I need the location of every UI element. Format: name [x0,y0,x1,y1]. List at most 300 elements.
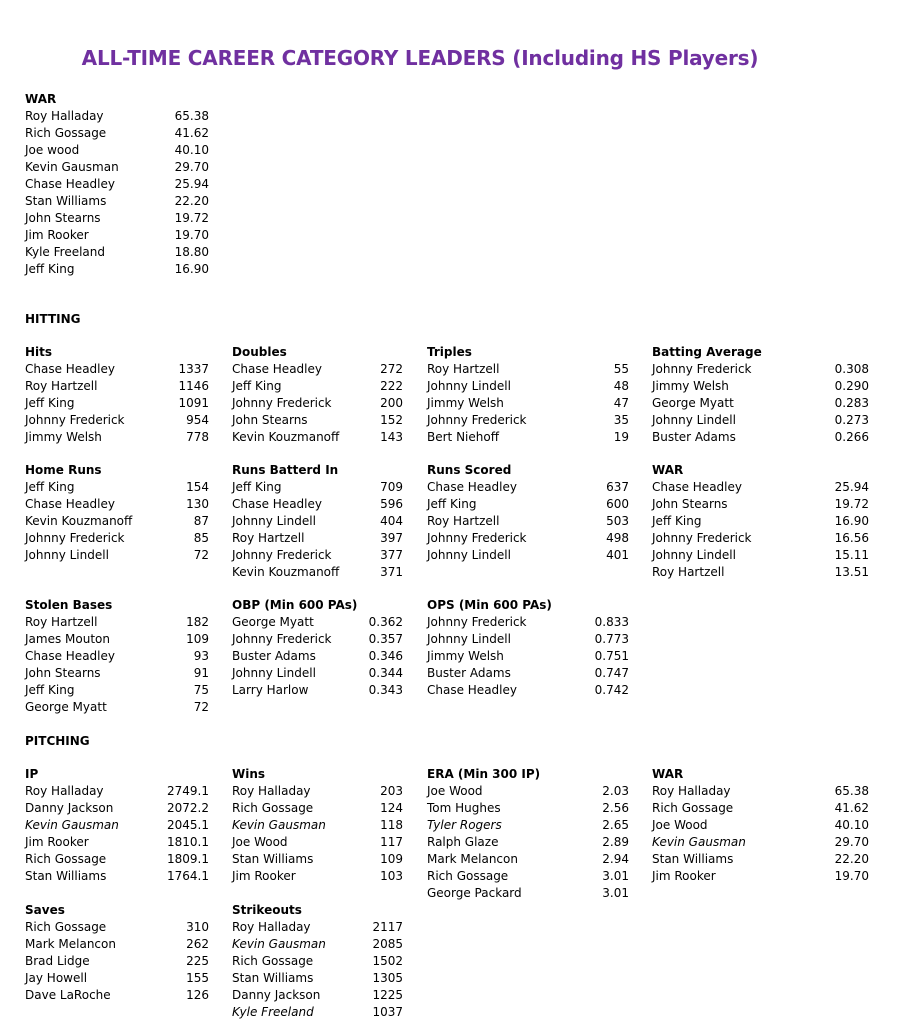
leader-row [652,361,869,378]
stat-value: 155 [186,971,209,985]
leader-row [427,631,629,648]
leader-row [232,970,403,987]
strikeouts-block [232,902,403,1021]
page-title: ALL-TIME CAREER CATEGORY LEADERS (Including HS Players) [81,46,759,70]
batting-average-block [652,344,869,446]
stat-value: 154 [186,480,209,494]
player-name: George Packard [427,886,522,900]
player-name: Kevin Gausman [232,818,326,832]
leader-row [427,496,629,513]
stat-value: 13.51 [834,565,869,579]
stat-value: 3.01 [602,886,629,900]
leader-row [232,479,403,496]
category-heading: Doubles [232,345,287,359]
player-name: Johnny Lindell [652,413,736,427]
stat-value: 1146 [178,379,209,393]
player-name: Jimmy Welsh [427,396,504,410]
player-name: Jim Rooker [652,869,716,883]
stat-value: 22.20 [174,194,209,208]
player-name: Chase Headley [427,683,517,697]
stat-value: 19.72 [174,211,209,225]
stat-value: 310 [186,920,209,934]
player-name: Roy Halladay [25,109,104,123]
category-heading: Home Runs [25,463,102,477]
leader-row [232,953,403,970]
stat-value: 143 [380,430,403,444]
stat-value: 0.266 [834,430,869,444]
leader-row [427,665,629,682]
leader-row [652,547,869,564]
leader-row [232,783,403,800]
stat-value: 1502 [372,954,403,968]
category-heading: OBP (Min 600 PAs) [232,598,358,612]
player-name: Rich Gossage [232,801,314,815]
stat-value: 16.56 [834,531,869,545]
war-hitting-block [652,462,869,581]
player-name: Johnny Frederick [25,531,125,545]
stat-value: 2.65 [602,818,629,832]
player-name: Stan Williams [25,194,107,208]
stat-value: 93 [193,649,209,663]
player-name: Mark Melancon [25,937,116,951]
stat-value: 1037 [372,1005,403,1019]
leader-row [25,936,209,953]
player-name: James Mouton [25,632,110,646]
leader-row [25,970,209,987]
leader-row [427,412,629,429]
stat-value: 29.70 [834,835,869,849]
ip-block [25,766,209,885]
runs-scored-block [427,462,629,564]
leader-row [652,513,869,530]
player-name: Stan Williams [25,869,107,883]
leader-row [232,429,403,446]
leader-row [652,395,869,412]
player-name: Chase Headley [25,362,115,376]
category-heading: Strikeouts [232,903,302,917]
stat-value: 117 [380,835,403,849]
leader-row [427,800,629,817]
player-name: Kyle Freeland [25,245,106,259]
stat-value: 72 [193,700,209,714]
leader-row [427,682,629,699]
player-name: Johnny Frederick [25,413,125,427]
player-name: Chase Headley [25,649,115,663]
player-name: Tyler Rogers [427,818,502,832]
stolen-bases-block [25,597,209,716]
leader-row [25,953,209,970]
category-heading: IP [25,767,39,781]
player-name: George Myatt [25,700,107,714]
leader-row [25,987,209,1004]
player-name: Johnny Lindell [427,548,511,562]
stat-value: 0.343 [368,683,403,697]
war-pitching-block [652,766,869,885]
stat-value: 29.70 [174,160,209,174]
stat-value: 25.94 [834,480,869,494]
leader-row [427,648,629,665]
leader-row [652,868,869,885]
player-name: Chase Headley [25,177,115,191]
player-name: Kevin Gausman [652,835,746,849]
stat-value: 0.357 [368,632,403,646]
leader-row [652,783,869,800]
leader-row [232,412,403,429]
player-name: Jim Rooker [232,869,296,883]
category-heading: Triples [427,345,472,359]
rbi-block [232,462,403,581]
stat-value: 109 [380,852,403,866]
player-name: Chase Headley [652,480,742,494]
player-name: Joe Wood [232,835,288,849]
leader-row [25,682,209,699]
leader-row [232,564,403,581]
leader-row [25,479,209,496]
stat-value: 0.308 [834,362,869,376]
stat-value: 47 [613,396,629,410]
player-name: Johnny Frederick [232,632,332,646]
stat-value: 503 [606,514,629,528]
stat-value: 404 [380,514,403,528]
stat-value: 1225 [372,988,403,1002]
stat-value: 2.94 [602,852,629,866]
stat-value: 596 [380,497,403,511]
leader-row [652,800,869,817]
stat-value: 371 [380,565,403,579]
player-name: Johnny Frederick [427,413,527,427]
leader-row [25,108,209,125]
leader-row [25,244,209,261]
category-heading: Saves [25,903,65,917]
player-name: Jeff King [25,683,75,697]
leader-row [232,800,403,817]
player-name: Mark Melancon [427,852,518,866]
leader-row [427,868,629,885]
stat-value: 72 [193,548,209,562]
leader-row [232,682,403,699]
pitching-section-label: PITCHING [25,734,90,748]
leader-row [25,378,209,395]
player-name: Rich Gossage [25,920,107,934]
leader-row [427,378,629,395]
player-name: Johnny Frederick [232,396,332,410]
stat-value: 0.833 [594,615,629,629]
hitting-section-label: HITTING [25,312,81,326]
stat-value: 637 [606,480,629,494]
stat-value: 0.283 [834,396,869,410]
leader-row [25,547,209,564]
stat-value: 0.344 [368,666,403,680]
leader-row [427,614,629,631]
stat-value: 1305 [372,971,403,985]
leader-row [427,429,629,446]
player-name: Jimmy Welsh [427,649,504,663]
stat-value: 124 [380,801,403,815]
leader-row [427,817,629,834]
player-name: Johnny Frederick [652,531,752,545]
leader-row [427,479,629,496]
category-heading: Runs Batterd In [232,463,339,477]
stat-value: 35 [613,413,629,427]
player-name: Brad Lidge [25,954,90,968]
player-name: Johnny Lindell [427,632,511,646]
stat-value: 225 [186,954,209,968]
leader-row [427,783,629,800]
category-heading: ERA (Min 300 IP) [427,767,541,781]
player-name: Rich Gossage [25,852,107,866]
saves-block [25,902,209,1004]
obp-block [232,597,403,699]
player-name: Johnny Frederick [232,548,332,562]
stat-value: 40.10 [174,143,209,157]
player-name: George Myatt [232,615,314,629]
player-name: Kevin Gausman [232,937,326,951]
leader-row [232,665,403,682]
leader-row [25,261,209,278]
leader-row [232,936,403,953]
player-name: John Stearns [25,211,101,225]
leader-row [652,564,869,581]
leader-row [232,919,403,936]
player-name: Tom Hughes [427,801,501,815]
stat-value: 41.62 [174,126,209,140]
player-name: Jeff King [232,379,282,393]
player-name: Jeff King [25,396,75,410]
stat-value: 19.70 [834,869,869,883]
player-name: Jeff King [232,480,282,494]
leader-row [427,395,629,412]
player-name: Roy Halladay [652,784,731,798]
stat-value: 85 [193,531,209,545]
stat-value: 75 [193,683,209,697]
category-heading: WAR [25,92,57,106]
stat-value: 16.90 [834,514,869,528]
category-heading: Hits [25,345,53,359]
player-name: Jeff King [25,262,75,276]
era-block [427,766,629,902]
stat-value: 2045.1 [167,818,209,832]
player-name: Larry Harlow [232,683,309,697]
player-name: Kevin Kouzmanoff [232,430,340,444]
stat-value: 272 [380,362,403,376]
stat-value: 778 [186,430,209,444]
player-name: Joe wood [25,143,80,157]
leader-row [25,176,209,193]
doubles-block [232,344,403,446]
player-name: Jeff King [652,514,702,528]
leader-row [652,817,869,834]
player-name: Johnny Frederick [652,362,752,376]
leader-row [25,395,209,412]
leader-row [25,783,209,800]
player-name: Danny Jackson [232,988,321,1002]
player-name: Roy Hartzell [427,514,500,528]
category-heading: Stolen Bases [25,598,113,612]
leader-row [232,614,403,631]
leader-row [232,547,403,564]
stat-value: 65.38 [834,784,869,798]
leader-row [652,479,869,496]
stat-value: 130 [186,497,209,511]
stat-value: 91 [193,666,209,680]
leader-row [232,361,403,378]
leader-row [25,412,209,429]
leader-row [652,429,869,446]
stat-value: 25.94 [174,177,209,191]
player-name: Joe Wood [427,784,483,798]
player-name: Chase Headley [427,480,517,494]
player-name: Johnny Lindell [427,379,511,393]
stat-value: 0.773 [594,632,629,646]
stat-value: 401 [606,548,629,562]
leader-row [25,919,209,936]
stat-value: 954 [186,413,209,427]
stat-value: 0.362 [368,615,403,629]
player-name: Roy Hartzell [652,565,725,579]
stat-value: 2.56 [602,801,629,815]
player-name: Johnny Lindell [232,666,316,680]
stat-value: 0.273 [834,413,869,427]
player-name: John Stearns [25,666,101,680]
war-overall-block [25,91,209,278]
leader-row [25,530,209,547]
leader-row [25,817,209,834]
stat-value: 109 [186,632,209,646]
player-name: Stan Williams [652,852,734,866]
leader-row [232,513,403,530]
player-name: Jay Howell [25,971,88,985]
player-name: Dave LaRoche [25,988,111,1002]
stat-value: 0.751 [594,649,629,663]
leader-row [427,361,629,378]
wins-block [232,766,403,885]
leader-row [652,834,869,851]
leader-row [652,496,869,513]
leader-row [25,227,209,244]
leader-row [25,496,209,513]
leader-row [232,834,403,851]
player-name: Jim Rooker [25,835,89,849]
leader-row [25,142,209,159]
category-heading: Batting Average [652,345,762,359]
leader-row [25,193,209,210]
stat-value: 2072.2 [167,801,209,815]
stat-value: 65.38 [174,109,209,123]
category-heading: WAR [652,463,684,477]
hits-block [25,344,209,446]
player-name: Buster Adams [427,666,511,680]
leader-row [232,530,403,547]
leader-row [25,159,209,176]
leader-row [427,851,629,868]
stat-value: 1810.1 [167,835,209,849]
ops-block [427,597,629,699]
leader-row [427,885,629,902]
player-name: Joe Wood [652,818,708,832]
stat-value: 1809.1 [167,852,209,866]
stat-value: 118 [380,818,403,832]
leader-row [25,800,209,817]
player-name: Chase Headley [25,497,115,511]
leader-row [25,648,209,665]
player-name: Chase Headley [232,362,322,376]
stat-value: 0.742 [594,683,629,697]
stat-value: 3.01 [602,869,629,883]
stat-value: 262 [186,937,209,951]
player-name: Danny Jackson [25,801,114,815]
player-name: Ralph Glaze [427,835,499,849]
stat-value: 126 [186,988,209,1002]
player-name: Stan Williams [232,852,314,866]
stat-value: 2749.1 [167,784,209,798]
leader-row [232,648,403,665]
leader-row [25,868,209,885]
leader-row [427,547,629,564]
leader-row [232,868,403,885]
player-name: Roy Halladay [232,784,311,798]
player-name: Jimmy Welsh [652,379,729,393]
category-heading: OPS (Min 600 PAs) [427,598,552,612]
leader-row [427,513,629,530]
player-name: Bert Niehoff [427,430,499,444]
stat-value: 377 [380,548,403,562]
player-name: Roy Halladay [25,784,104,798]
stat-value: 2.89 [602,835,629,849]
leader-row [25,210,209,227]
stat-value: 182 [186,615,209,629]
stat-value: 1091 [178,396,209,410]
leader-row [232,395,403,412]
stat-value: 1337 [178,362,209,376]
leader-row [232,378,403,395]
player-name: Rich Gossage [652,801,734,815]
stat-value: 397 [380,531,403,545]
stat-value: 152 [380,413,403,427]
player-name: Roy Hartzell [427,362,500,376]
leader-row [25,631,209,648]
leader-row [25,699,209,716]
leader-row [25,125,209,142]
player-name: Roy Hartzell [25,379,98,393]
leader-row [25,361,209,378]
player-name: Johnny Lindell [232,514,316,528]
leader-row [427,530,629,547]
stat-value: 48 [613,379,629,393]
stat-value: 0.290 [834,379,869,393]
stat-value: 40.10 [834,818,869,832]
player-name: Buster Adams [232,649,316,663]
stat-value: 55 [613,362,629,376]
leader-row [25,429,209,446]
player-name: Rich Gossage [25,126,107,140]
leader-row [232,987,403,1004]
player-name: Johnny Lindell [25,548,109,562]
leader-row [25,851,209,868]
player-name: Johnny Frederick [427,531,527,545]
leader-row [25,834,209,851]
player-name: Stan Williams [232,971,314,985]
stat-value: 203 [380,784,403,798]
home-runs-block [25,462,209,564]
triples-block [427,344,629,446]
leader-row [652,412,869,429]
leader-row [25,513,209,530]
stat-value: 2085 [372,937,403,951]
stat-value: 18.80 [174,245,209,259]
stat-value: 1764.1 [167,869,209,883]
player-name: Jim Rooker [25,228,89,242]
leader-row [652,530,869,547]
